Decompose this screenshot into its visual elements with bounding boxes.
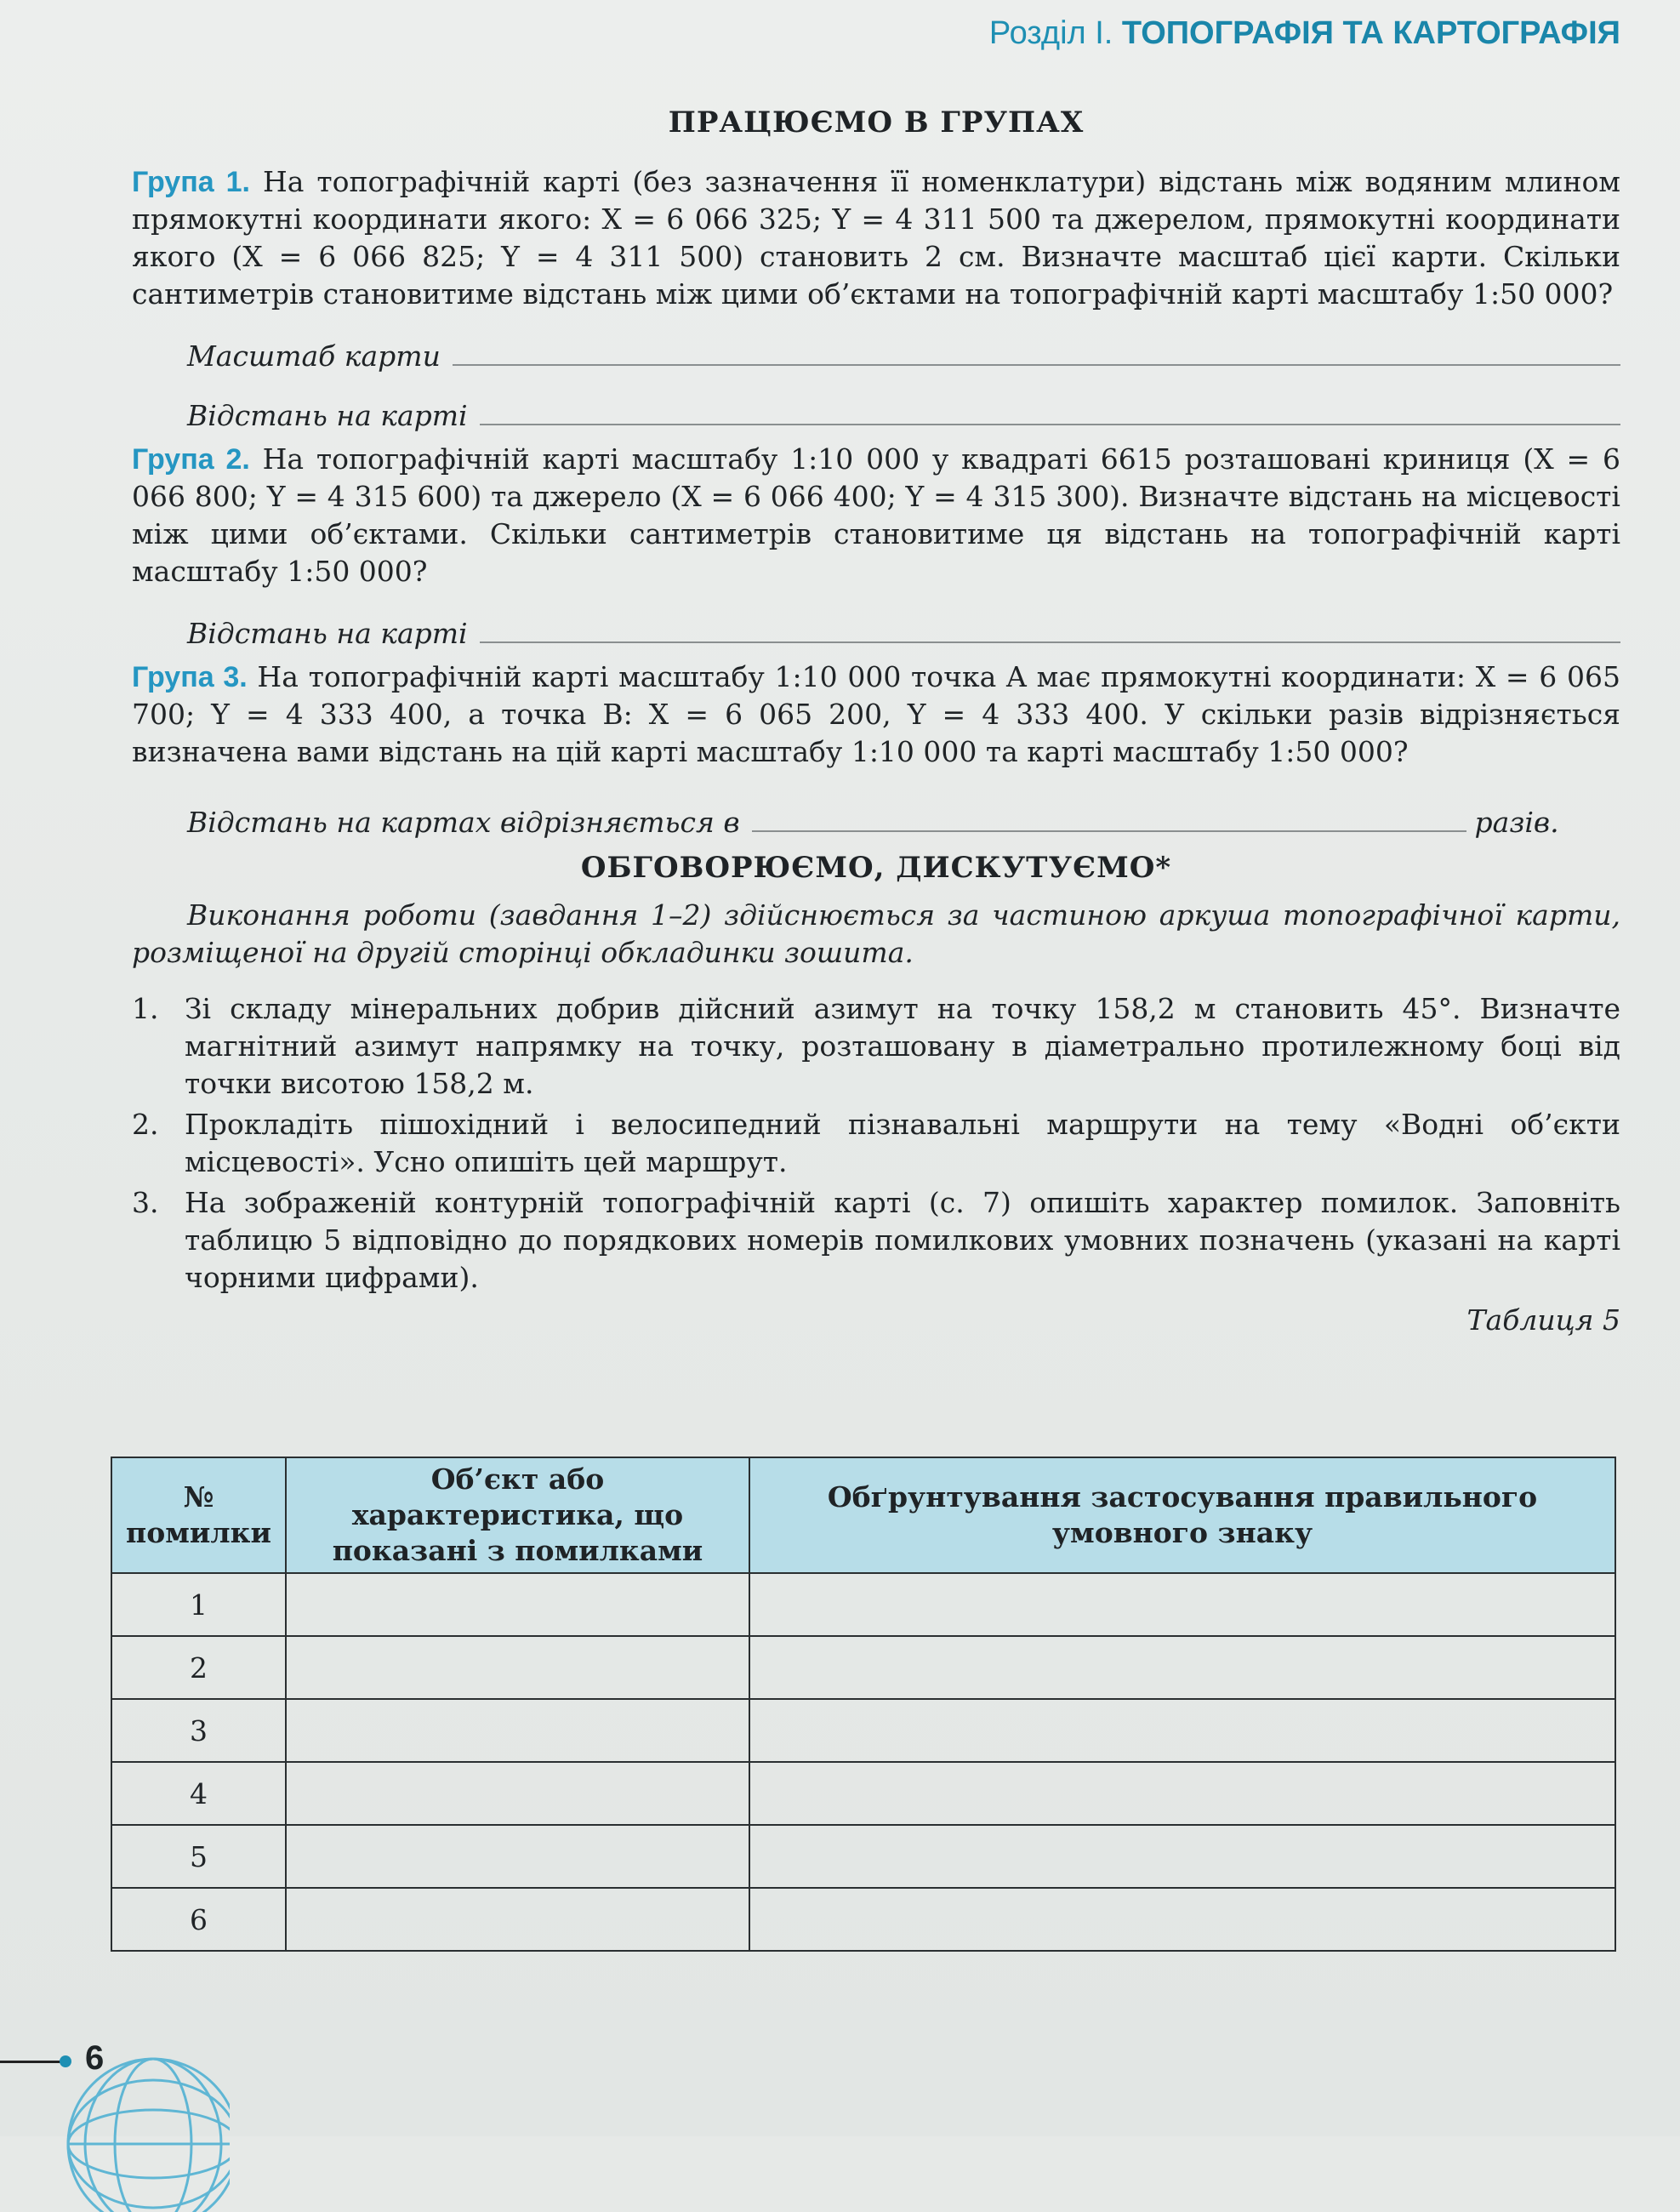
group1-answer-scale-label: Масштаб карти (187, 339, 441, 373)
table-row (111, 1699, 1615, 1762)
group2-text: На топографічній карті масштабу 1:10 000 у квадраті 6615 розташовані криниця (X = 6 066 800; Y = 4 315 600) та джерело (X = 6 066 400; Y = 4 315 300). Визначте відстань на місцевості між цими об’єктами. Скільки сантиметрів становитиме ця відстань на топографічній карті масштабу 1:50 000? (132, 442, 1620, 588)
group1-label: Група 1. (132, 166, 250, 198)
group3-answer-ratio-suffix: разів. (1474, 806, 1559, 839)
discussion-item-2 (132, 1106, 1620, 1181)
discussion-item-text: Зі складу мінеральних добрив дійсний азимут на точку 158,2 м становить 45°. Визначте магнітний азимут напрямку на точку, розташовану в діаметрально протилежному боці від точки висотою 158,2 м. (185, 992, 1620, 1100)
footer-dot (60, 2055, 71, 2067)
table-row (111, 1888, 1615, 1951)
table-row-number: 4 (111, 1762, 286, 1825)
footer-rule (0, 2061, 64, 2063)
group1-answer-scale-line[interactable] (453, 363, 1620, 366)
table-cell-object[interactable] (286, 1573, 749, 1636)
group1-answer-distance-label: Відстань на карті (187, 399, 468, 432)
group-work-title: ПРАЦЮЄМО В ГРУПАХ (668, 105, 1085, 140)
table5-header-justification: Обґрунтування застосування правильного умовного знаку (749, 1457, 1615, 1573)
section-title: ТОПОГРАФІЯ ТА КАРТОГРАФІЯ (1121, 15, 1620, 51)
discussion-title: ОБГОВОРЮЄМО, ДИСКУТУЄМО* (580, 851, 1172, 885)
section-header (989, 15, 1620, 52)
table-cell-object[interactable] (286, 1699, 749, 1762)
table-row-number: 5 (111, 1825, 286, 1888)
group1-answer-distance-line[interactable] (480, 423, 1620, 425)
group3-task (132, 658, 1620, 771)
discussion-list (132, 990, 1620, 1297)
group3-answer-ratio-line[interactable] (752, 830, 1466, 832)
globe-icon (34, 2016, 230, 2212)
section-label: Розділ І. (988, 15, 1113, 51)
table-row-number: 2 (111, 1636, 286, 1699)
group2-answer-distance-label: Відстань на карті (187, 617, 468, 650)
table-cell-justification[interactable] (749, 1699, 1615, 1762)
group2-label: Група 2. (132, 443, 250, 476)
group3-text: На топографічній карті масштабу 1:10 000 точка A має прямокутні координати: X = 6 065 700; Y = 4 333 400, а точка B: X = 6 065 200, Y = 4 333 400. У скільки разів відрізняється визначена вами відстань на цій карті масштабу 1:10 000 та карті масштабу 1:50 000? (132, 660, 1620, 768)
table-cell-justification[interactable] (749, 1762, 1615, 1825)
group1-text: На топографічній карті (без зазначення її номенклатури) відстань між водяним млином прямокутні координати якого: X = 6 066 325; Y = 4 311 500 та джерелом, прямокутні координати якого (X = 6 066 825; Y = 4 311 500) становить 2 см. Визначте масштаб цієї карти. Скільки сантиметрів становитиме відстань між цими об’єктами на топографічній карті масштабу 1:50 000? (132, 165, 1620, 311)
discussion-item-number: 3. (132, 1186, 159, 1219)
discussion-item-3 (132, 1184, 1620, 1297)
table-row (111, 1636, 1615, 1699)
table-cell-justification[interactable] (749, 1825, 1615, 1888)
table-row (111, 1762, 1615, 1825)
table5-header-object: Об’єкт або характеристика, що показані з помилками (286, 1457, 749, 1573)
group1-task (132, 163, 1620, 313)
table-cell-object[interactable] (286, 1636, 749, 1699)
table-row-number: 3 (111, 1699, 286, 1762)
discussion-item-number: 1. (132, 992, 159, 1025)
table5-caption: Таблиця 5 (1466, 1303, 1620, 1337)
table-cell-justification[interactable] (749, 1888, 1615, 1951)
group3-answer-ratio (187, 795, 1620, 839)
discussion-item-text: На зображеній контурній топографічній карті (с. 7) опишіть характер помилок. Заповніть таблицю 5 відповідно до порядкових номерів помилкових умовних позначень (указані на карті чорними цифрами). (185, 1186, 1620, 1294)
group3-label: Група 3. (132, 661, 248, 693)
table5-header-row (111, 1457, 1615, 1573)
table-row (111, 1573, 1615, 1636)
table-cell-object[interactable] (286, 1825, 749, 1888)
discussion-item-text: Прокладіть пішохідний і велосипедний пізнавальні маршрути на тему «Водні об’єкти місцевості». Усно опишіть цей маршрут. (185, 1108, 1620, 1178)
table-cell-justification[interactable] (749, 1636, 1615, 1699)
group2-answer-distance (187, 606, 1620, 650)
table-row-number: 6 (111, 1888, 286, 1951)
group2-task (132, 441, 1620, 590)
table5 (111, 1457, 1616, 1952)
discussion-item-number: 2. (132, 1108, 159, 1141)
table-cell-justification[interactable] (749, 1573, 1615, 1636)
discussion-intro: Виконання роботи (завдання 1–2) здійснюється за частиною аркуша топографічної карти, розміщеної на другій сторінці обкладинки зошита. (132, 898, 1620, 969)
table5-header-number: № помилки (111, 1457, 286, 1573)
discussion-item-1 (132, 990, 1620, 1103)
table-cell-object[interactable] (286, 1888, 749, 1951)
page-number: 6 (85, 2039, 105, 2077)
group1-answer-scale (187, 328, 1620, 373)
group1-answer-distance (187, 388, 1620, 432)
table-row (111, 1825, 1615, 1888)
table-row-number: 1 (111, 1573, 286, 1636)
group2-answer-distance-line[interactable] (480, 641, 1620, 643)
table-cell-object[interactable] (286, 1762, 749, 1825)
group3-answer-ratio-label: Відстань на картах відрізняється в (187, 806, 740, 839)
main-content (132, 102, 1620, 1344)
